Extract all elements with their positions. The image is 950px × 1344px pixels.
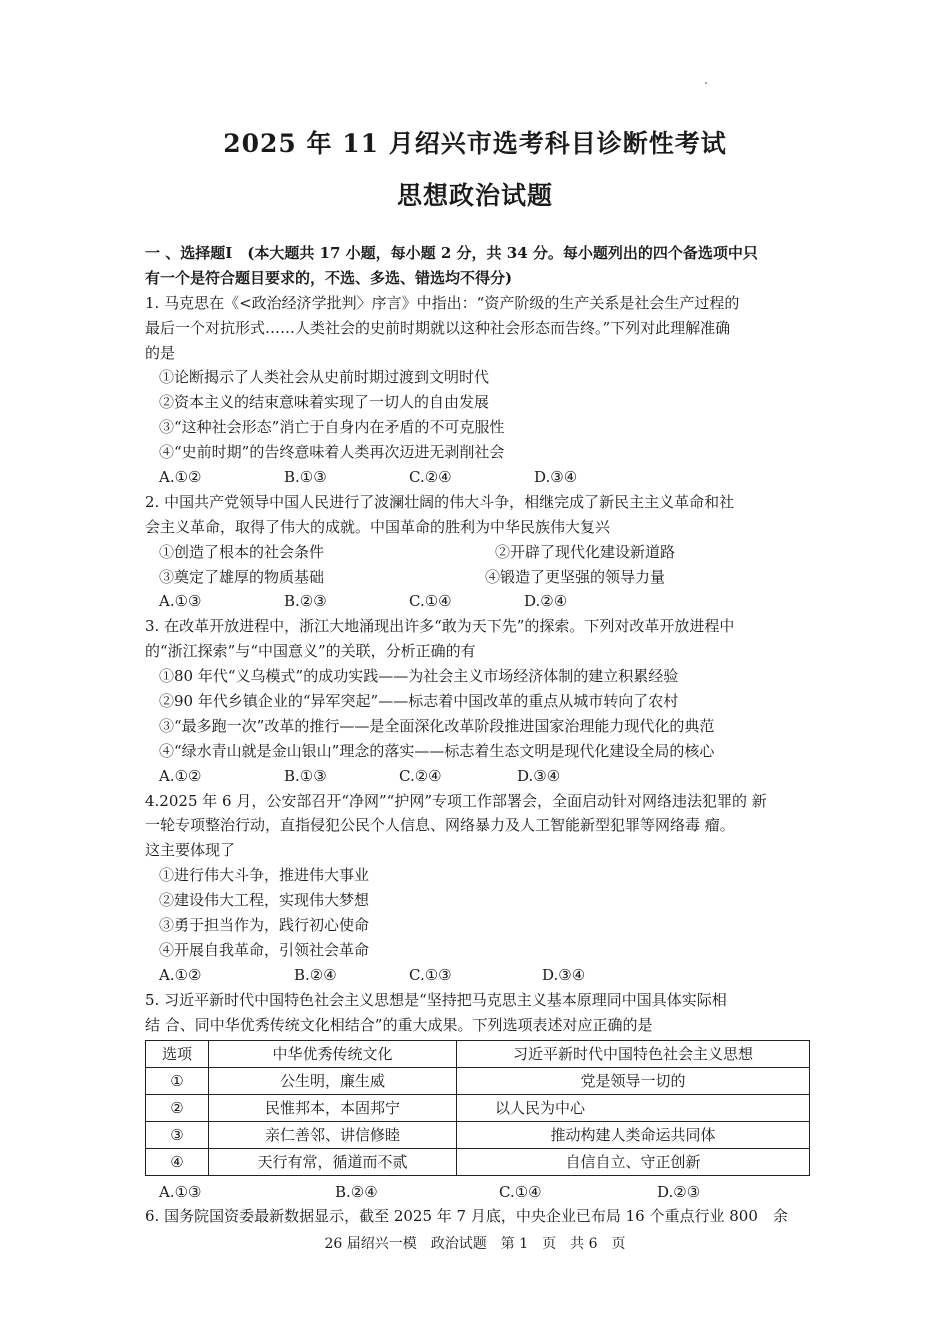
question-stem: 3. 在改革开放进程中，浙江大地涌现出许多“敢为天下先”的探索。下列对改革开放进程中 [145,617,735,636]
question-stem: 2. 中国共产党领导中国人民进行了波澜壮阔的伟大斗争，相继完成了新民主主义革命和社 [145,492,735,511]
section-instructions: 有一个是符合题目要求的，不选、多选、错选均不得分) [145,268,513,287]
choice-c[interactable]: C.②④ [399,766,442,785]
table-cell: 以人民为中心 [457,1094,810,1121]
question-stem: 结 合、同中华优秀传统文化相结合”的重大成果。下列选项表述对应正确的是 [145,1015,653,1034]
statement-option: ①80 年代“义乌模式”的成功实践——为社会主义市场经济体制的建立积累经验 [159,667,679,686]
choice-d[interactable]: D.③④ [542,965,586,984]
exam-title: 2025 年 11 月绍兴市选考科目诊断性考试 [223,129,727,158]
question-6 [145,1204,810,1229]
statement-option: ③“最多跑一次”改革的推行——是全面深化改革阶段推进国家治理能力现代化的典范 [159,716,715,735]
question-5 [145,988,810,1205]
choice-a[interactable]: A.①③ [159,592,202,611]
question-stem: 1. 马克思在《<政治经济学批判〉序言》中指出：“资产阶级的生产关系是社会生产过程的 [145,293,740,312]
choice-d[interactable]: D.②④ [524,592,568,611]
statement-option: ④锻造了更坚强的领导力量 [485,567,666,586]
statement-row [145,565,810,590]
table-cell: ① [146,1067,209,1094]
table-row [146,1121,810,1148]
answer-choices [145,764,810,789]
exam-content [145,241,810,1229]
statement-option: ③勇于担当作为，践行初心使命 [159,916,370,935]
question-stem: 最后一个对抗形式……人类社会的史前时期就以这种社会形态而告终。”下列对此理解准确 [145,318,731,337]
table-cell: 自信自立、守正创新 [457,1148,810,1175]
page-footer: 26 届绍兴一模 政治试题 第 1 页 共 6 页 [324,1236,626,1252]
choice-b[interactable]: B.②③ [284,592,327,611]
choice-d[interactable]: D.②③ [657,1182,701,1201]
question-stem: 会主义革命，取得了伟大的成就。中国革命的胜利为中华民族伟大复兴 [145,517,611,536]
statement-option: ④“绿水青山就是金山银山”理念的落实——标志着生态文明是现代化建设全局的核心 [159,741,715,760]
choice-a[interactable]: A.①③ [159,1182,202,1201]
answer-choices [145,1180,810,1205]
statement-option: ③奠定了雄厚的物质基础 [159,567,325,586]
choice-c[interactable]: C.①④ [499,1182,542,1201]
table-cell: ③ [146,1121,209,1148]
answer-choices [145,963,810,988]
table-cell: 公生明，廉生威 [209,1067,457,1094]
statement-row [145,540,810,565]
choice-a[interactable]: A.①② [159,468,202,487]
statement-option: ②90 年代乡镇企业的“异军突起”——标志着中国改革的重点从城市转向了农村 [159,692,679,711]
choice-c[interactable]: C.①③ [409,965,452,984]
question-3 [145,614,810,788]
statement-option: ①创造了根本的社会条件 [159,542,325,561]
question-stem: 4.2025 年 6 月，公安部召开“净网”“护网”专项工作部署会，全面启动针对网络违法犯罪的 新 [145,791,767,810]
table-cell: 天行有常，循道而不贰 [209,1148,457,1175]
answer-choices [145,465,810,490]
table-cell: 党是领导一切的 [457,1067,810,1094]
table-cell: 民惟邦本，本固邦宁 [209,1094,457,1121]
statement-option: ①进行伟大斗争，推进伟大事业 [159,866,370,885]
table-row [146,1067,810,1094]
table-cell: ② [146,1094,209,1121]
question-2 [145,490,810,614]
choice-a[interactable]: A.①② [159,766,202,785]
choice-b[interactable]: B.①③ [284,468,327,487]
choice-b[interactable]: B.②④ [335,1182,378,1201]
scan-speck [705,82,707,84]
choice-c[interactable]: C.①④ [409,592,452,611]
statement-option: ④开展自我革命，引领社会革命 [159,940,370,959]
table-header: 习近平新时代中国特色社会主义思想 [457,1040,810,1067]
question-stem: 一轮专项整治行动，直指侵犯公民个人信息、网络暴力及人工智能新型犯罪等网络毒 瘤。 [145,816,735,835]
statement-option: ②开辟了现代化建设新道路 [495,542,676,561]
choice-d[interactable]: D.③④ [517,766,561,785]
statement-option: ③“这种社会形态”消亡于自身内在矛盾的不可克服性 [159,418,505,437]
table-row [146,1094,810,1121]
table-cell: 推动构建人类命运共同体 [457,1121,810,1148]
question-stem: 5. 习近平新时代中国特色社会主义思想是“坚持把马克思主义基本原理同中国具体实际相 [145,990,727,1009]
table-header: 选项 [146,1040,209,1067]
section-heading: 一 、选择题Ⅰ (本大题共 17 小题，每小题 2 分，共 34 分。每小题列出的四个备选项中只 [145,244,758,262]
question-4 [145,789,810,988]
comparison-table [145,1040,810,1176]
statement-option: ②建设伟大工程，实现伟大梦想 [159,891,370,910]
table-cell: ④ [146,1148,209,1175]
table-header: 中华优秀传统文化 [209,1040,457,1067]
choice-c[interactable]: C.②④ [409,468,452,487]
choice-b[interactable]: B.①③ [284,766,327,785]
exam-subtitle: 思想政治试题 [396,181,553,210]
statement-option: ④“史前时期”的告终意味着人类再次迈进无剥削社会 [159,443,505,462]
table-row [146,1148,810,1175]
question-stem: 的是 [145,343,176,362]
choice-b[interactable]: B.②④ [294,965,337,984]
choice-d[interactable]: D.③④ [534,468,578,487]
statement-option: ①论断揭示了人类社会从史前时期过渡到文明时代 [159,368,490,387]
question-stem: 6. 国务院国资委最新数据显示，截至 2025 年 7 月底，中央企业已布局 16 个重点行业 800 余 [145,1207,788,1226]
statement-option: ②资本主义的结束意味着实现了一切人的自由发展 [159,393,490,412]
question-stem: 的“浙江探索”与“中国意义”的关联，分析正确的有 [145,642,476,661]
question-stem: 这主要体现了 [145,841,236,860]
answer-choices [145,589,810,614]
table-cell: 亲仁善邻、讲信修睦 [209,1121,457,1148]
question-1 [145,291,810,490]
table-header-row [146,1040,810,1067]
choice-a[interactable]: A.①② [159,965,202,984]
